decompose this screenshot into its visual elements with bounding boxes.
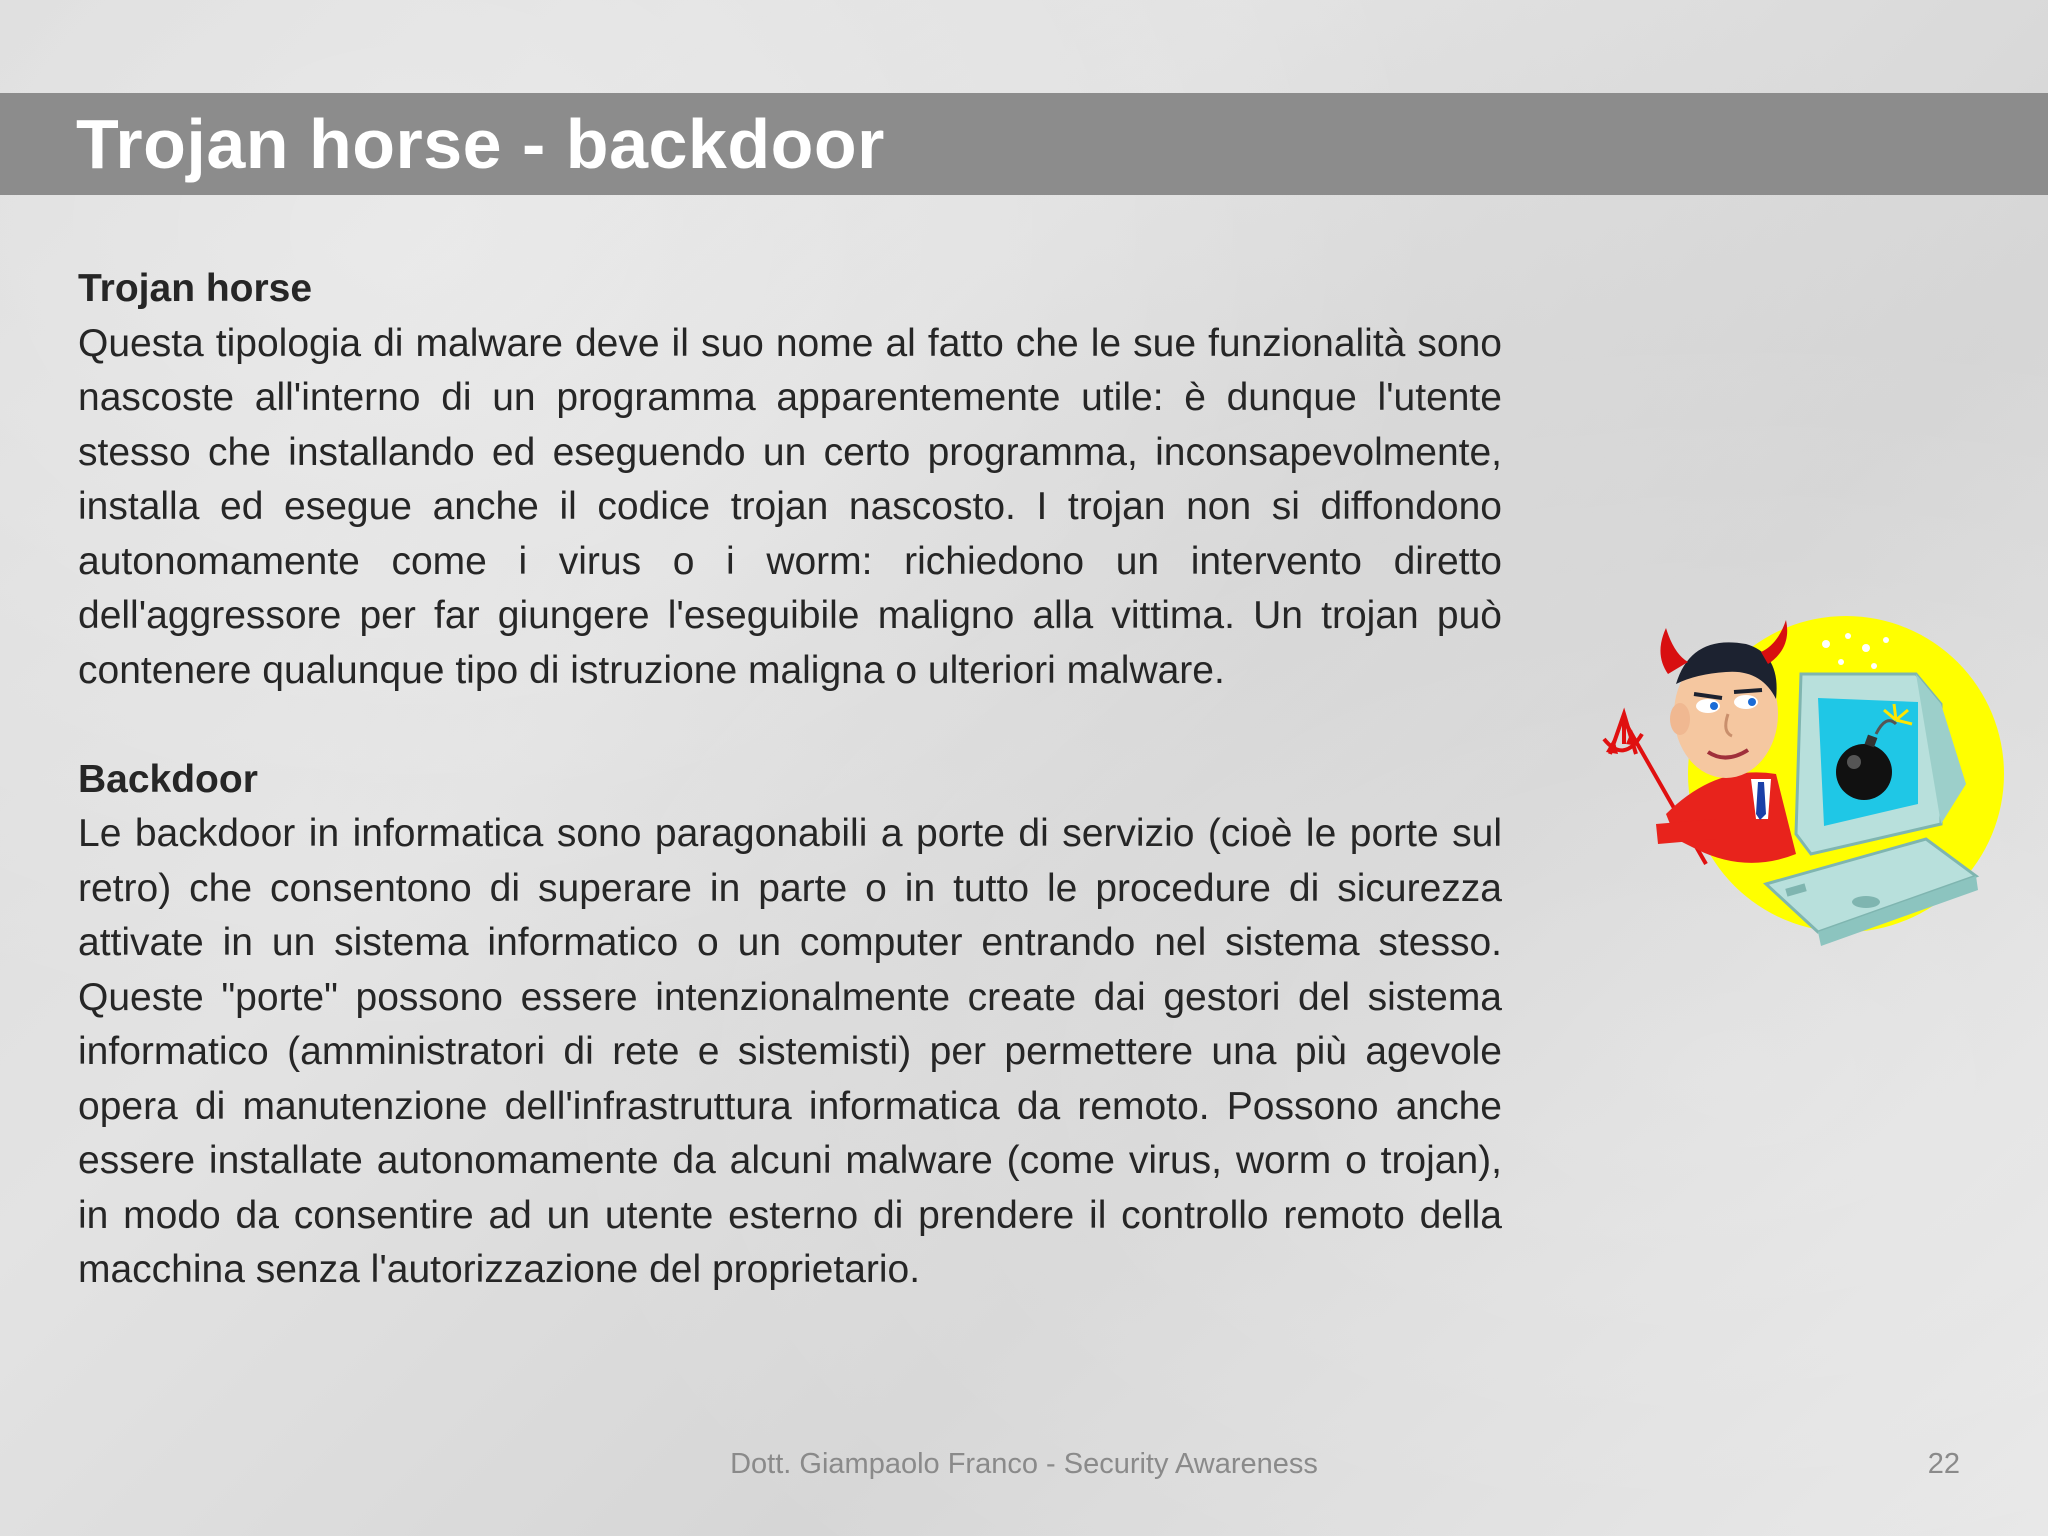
section-heading: Backdoor: [78, 757, 258, 801]
section-spacer: [78, 698, 1502, 753]
slide-title: Trojan horse - backdoor: [76, 105, 885, 183]
section-body: Le backdoor in informatica sono paragonabili a porte di servizio (cioè le porte sul retro) che consentono di superare in parte o in tutto le procedure di sicurezza attivate in un sistema informatico o un computer entrando nel sistema stesso. Queste "porte" possono essere intenzionalmente create dai gestori del sistema informatico (amministratori di rete e sistemisti) per permettere una più agevole opera di manutenzione dell'infrastruttura informatica da remoto. Possono anche essere installate autonomamente da alcuni malware (come virus, worm o trojan), in modo da consentire ad un utente esterno di prendere il controllo remoto della macchina senza l'autorizzazione del proprietario.: [78, 812, 1502, 1291]
section-backdoor: [78, 753, 1502, 1298]
section-trojan-horse: [78, 262, 1502, 698]
title-bar: [0, 93, 2048, 195]
section-body: Questa tipologia di malware deve il suo nome al fatto che le sue funzionalità sono nascoste all'interno di un programma apparentemente utile: è dunque l'utente stesso che installando ed eseguendo un certo programma, inconsapevolmente, installa ed esegue anche il codice trojan nascosto. I trojan non si diffondono autonomamente come i virus o i worm: richiedono un intervento diretto dell'aggressore per far giungere l'eseguibile maligno alla vittima. Un trojan può contenere qualunque tipo di istruzione maligna o ulteriori malware.: [78, 321, 1502, 692]
page-number: 22: [1927, 1448, 1960, 1480]
footer-text: Dott. Giampaolo Franco - Security Awareness: [730, 1448, 1318, 1480]
section-heading: Trojan horse: [78, 267, 313, 310]
slide-content: [78, 262, 1502, 1298]
devil-hacker-computer-bomb-icon: [1596, 614, 2016, 954]
